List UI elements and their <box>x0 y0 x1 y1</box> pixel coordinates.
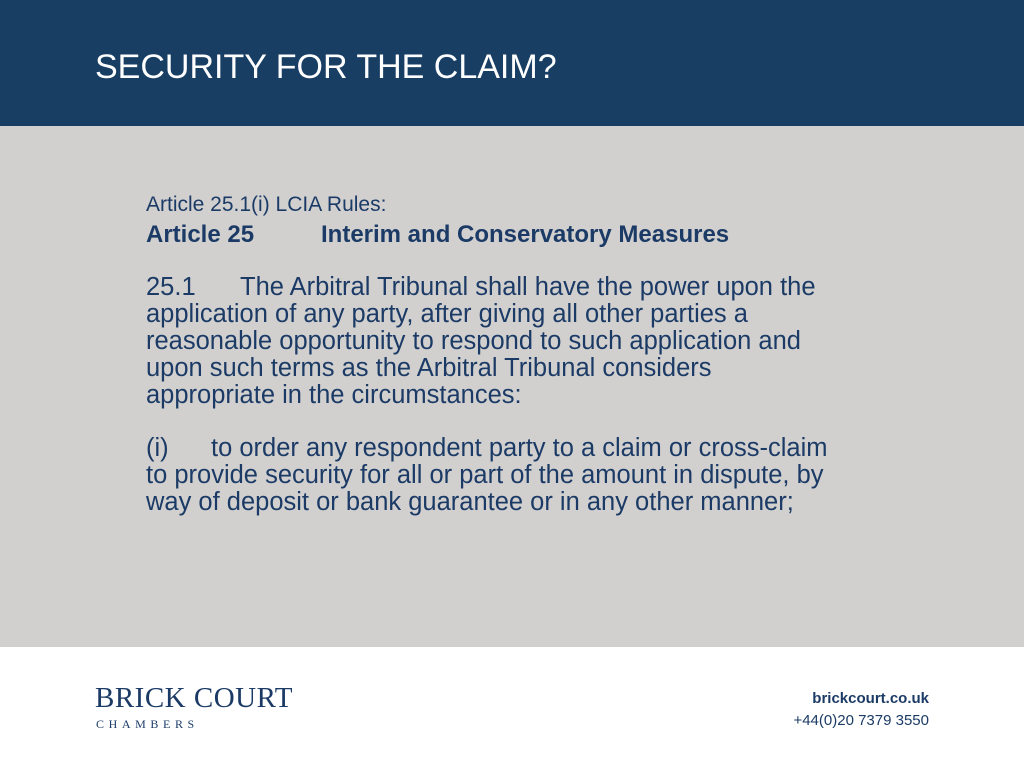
paragraph-line: appropriate in the circumstances: <box>146 381 522 409</box>
paragraph-number: 25.1 <box>146 273 196 301</box>
phone-number: +44(0)20 7379 3550 <box>793 712 929 729</box>
paragraph-line: reasonable opportunity to respond to such application and <box>146 327 801 355</box>
paragraph-i <box>146 435 926 516</box>
footer <box>0 647 1024 768</box>
paragraph-line: application of any party, after giving all other parties a <box>146 300 748 328</box>
slide-title: SECURITY FOR THE CLAIM? <box>95 48 557 86</box>
content-body <box>146 192 926 516</box>
paragraph-line: to provide security for all or part of the amount in dispute, by <box>146 461 824 489</box>
paragraph-line: upon such terms as the Arbitral Tribunal considers <box>146 354 712 382</box>
paragraph-25-1 <box>146 274 926 409</box>
paragraph-line <box>146 435 926 462</box>
header-bar <box>0 0 1024 126</box>
article-number: Article 25 <box>146 221 255 248</box>
source-reference: Article 25.1(i) LCIA Rules: <box>146 193 387 216</box>
brick-court-logo <box>95 683 293 731</box>
logo-wordmark: BRICK COURT <box>95 682 293 714</box>
paragraph-text: The Arbitral Tribunal shall have the power upon the <box>240 273 816 301</box>
article-title: Interim and Conservatory Measures <box>321 221 730 248</box>
paragraph-number: (i) <box>146 434 169 462</box>
content-panel <box>0 126 1024 647</box>
paragraph-line: way of deposit or bank guarantee or in any other manner; <box>146 488 794 516</box>
article-heading <box>146 220 926 250</box>
logo-subtitle: CHAMBERS <box>96 717 199 731</box>
contact-info <box>793 689 929 731</box>
paragraph-text: to order any respondent party to a claim or cross-claim <box>211 434 828 462</box>
paragraph-line <box>146 274 926 301</box>
website-link[interactable]: brickcourt.co.uk <box>812 690 929 707</box>
